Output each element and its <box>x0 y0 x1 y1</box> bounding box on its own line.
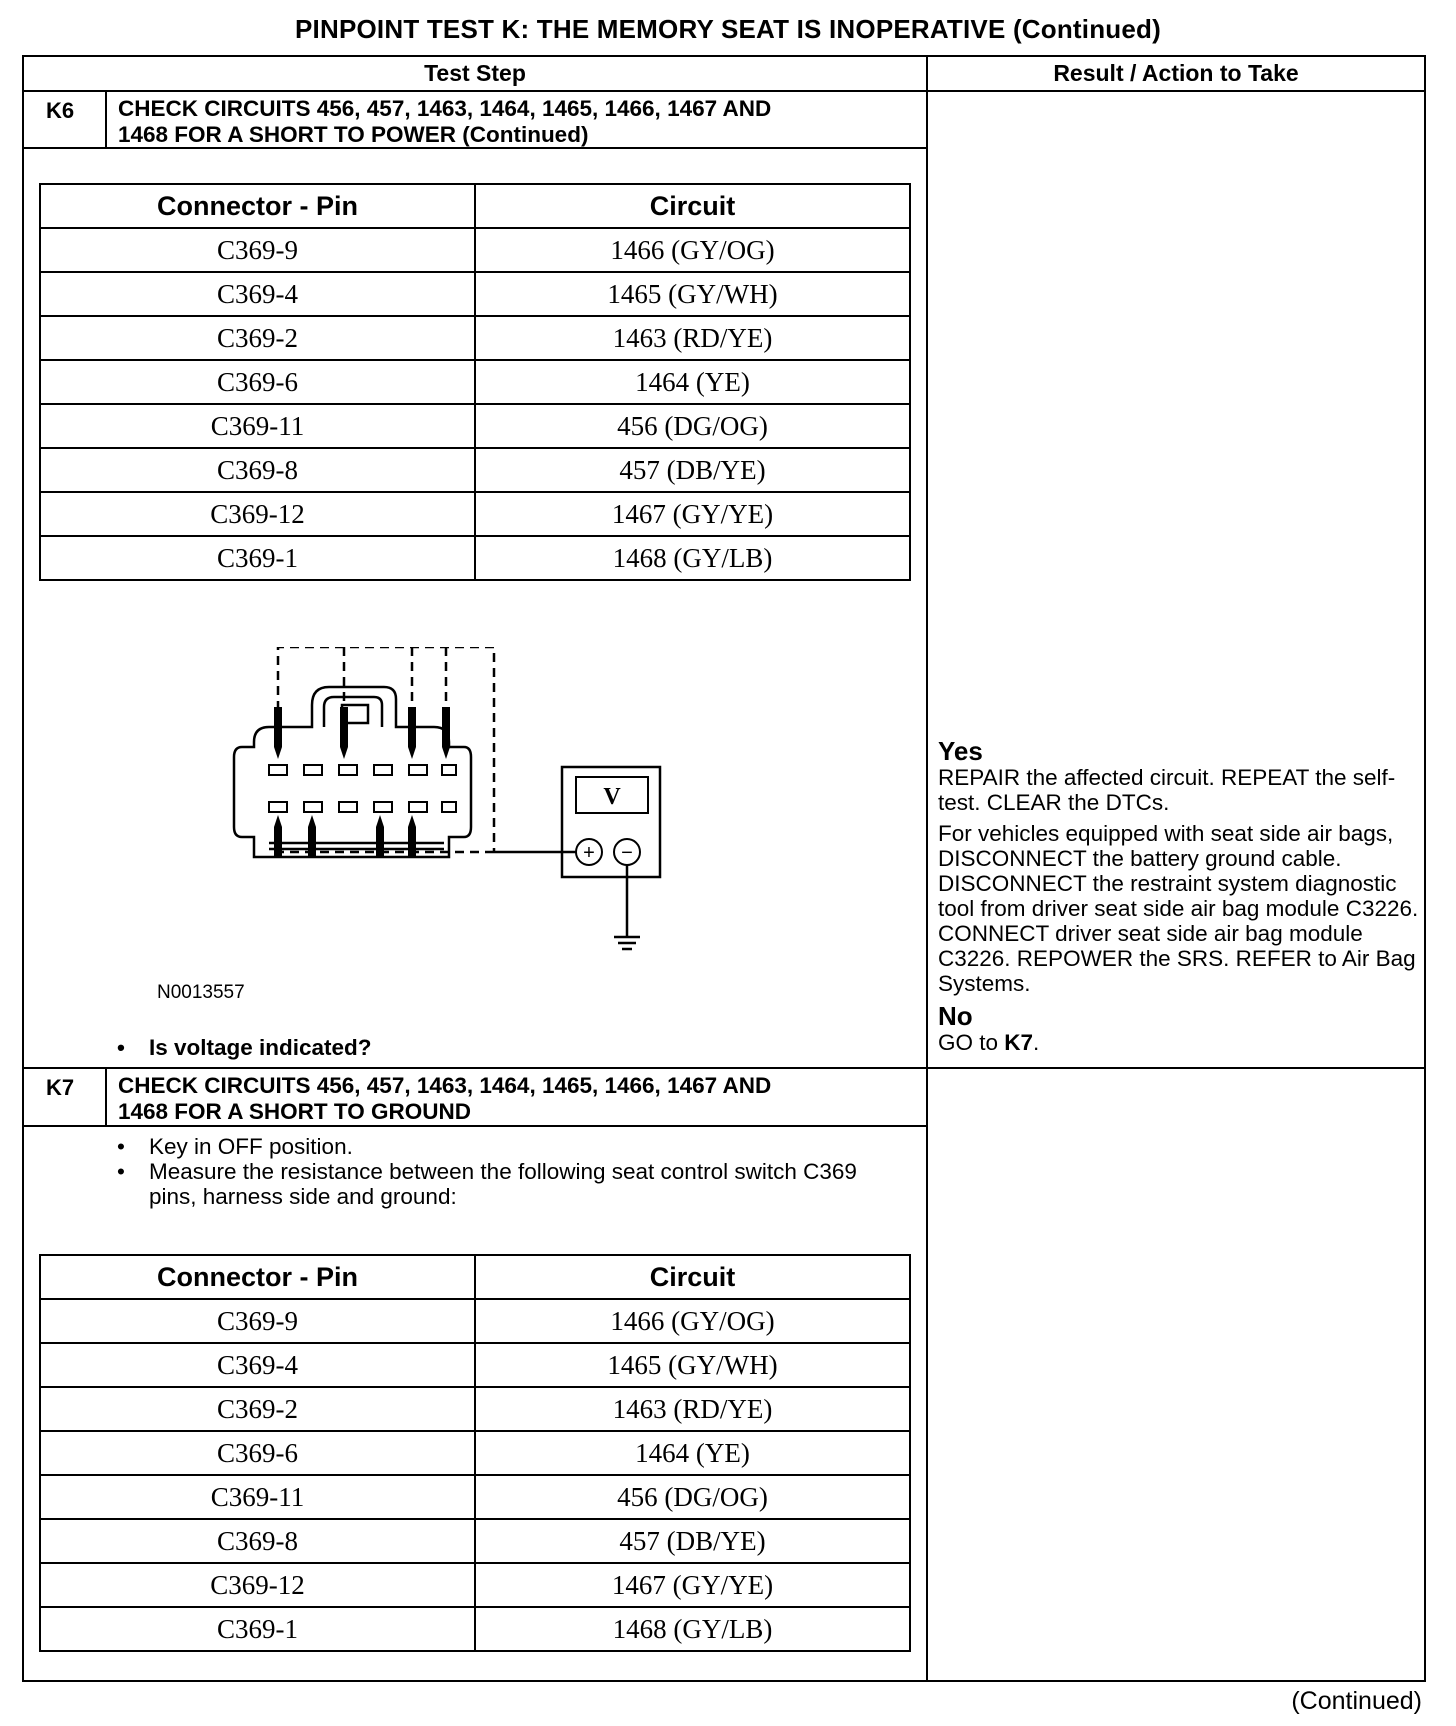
circuit-cell: 1463 (RD/YE) <box>475 316 910 360</box>
k7-step-title <box>118 1073 771 1125</box>
table-row <box>40 404 910 448</box>
meter-minus: − <box>621 842 633 864</box>
circuit-cell: 1464 (YE) <box>475 360 910 404</box>
connector-pin-cell: C369-12 <box>40 492 475 536</box>
circuit-cell: 1465 (GY/WH) <box>475 272 910 316</box>
k6-k7-divider <box>24 1067 1424 1069</box>
connector-pin-cell: C369-11 <box>40 404 475 448</box>
circuit-cell: 456 (DG/OG) <box>475 404 910 448</box>
column-header-test-step: Test Step <box>424 60 526 86</box>
k7-title-divider <box>24 1125 926 1127</box>
k6-question-list <box>114 1035 894 1060</box>
table-row <box>40 272 910 316</box>
circuit-cell: 1463 (RD/YE) <box>475 1387 910 1431</box>
circuit-cell: 1467 (GY/YE) <box>475 492 910 536</box>
k6-no-label: No <box>938 1001 973 1031</box>
circuit-cell: 1468 (GY/LB) <box>475 536 910 580</box>
table-row <box>40 1475 910 1519</box>
table-row <box>40 448 910 492</box>
table-header-connector-pin: Connector - Pin <box>40 1255 475 1299</box>
k6-yes-text-1: REPAIR the affected circuit. REPEAT the self-test. CLEAR the DTCs. <box>938 765 1396 815</box>
table-row <box>40 1387 910 1431</box>
table-row <box>40 1607 910 1651</box>
connector-pin-cell: C369-4 <box>40 1343 475 1387</box>
k7-instruction-1: • Key in OFF position. <box>114 1134 874 1159</box>
table-row <box>40 1299 910 1343</box>
voltmeter-icon <box>562 767 660 877</box>
meter-label: V <box>603 784 621 810</box>
k6-step-title <box>118 96 771 148</box>
meter-plus: + <box>583 842 595 864</box>
table-row <box>40 1431 910 1475</box>
probe-tips-icon <box>274 707 450 857</box>
k6-title-line2: 1468 FOR A SHORT TO POWER (Continued) <box>118 122 589 147</box>
table-header-circuit: Circuit <box>475 1255 910 1299</box>
k6-no-end: . <box>1033 1030 1040 1055</box>
circuit-cell: 456 (DG/OG) <box>475 1475 910 1519</box>
pin-slots-row1 <box>269 765 456 775</box>
connector-pin-cell: C369-9 <box>40 1299 475 1343</box>
table-row <box>40 536 910 580</box>
connector-pin-cell: C369-1 <box>40 1607 475 1651</box>
k7-connector-table <box>39 1254 911 1652</box>
connector-pin-cell: C369-11 <box>40 1475 475 1519</box>
k7-instruction-2: • Measure the resistance between the following seat control switch C369 pins, harness side and ground: <box>114 1159 874 1209</box>
k6-yes-label: Yes <box>938 736 983 766</box>
k7-instructions <box>114 1134 874 1209</box>
page-title: PINPOINT TEST K: THE MEMORY SEAT IS INOPERATIVE (Continued) <box>295 14 1161 44</box>
circuit-cell: 1465 (GY/WH) <box>475 1343 910 1387</box>
column-divider <box>926 57 928 1680</box>
k6-question: • Is voltage indicated? <box>114 1035 894 1060</box>
k6-no-text <box>938 1030 1420 1055</box>
circuit-cell: 1466 (GY/OG) <box>475 228 910 272</box>
k7-title-line1: CHECK CIRCUITS 456, 457, 1463, 1464, 1465, 1466, 1467 AND <box>118 1073 772 1098</box>
table-header-circuit: Circuit <box>475 184 910 228</box>
k6-connector-table <box>39 183 911 581</box>
table-row <box>40 228 910 272</box>
k7-step-id: K7 <box>46 1075 75 1100</box>
k7-title-line2: 1468 FOR A SHORT TO GROUND <box>118 1099 471 1124</box>
k6-yes-text-2: For vehicles equipped with seat side air bags, DISCONNECT the battery ground cable. DISCONNECT the restraint system diagnostic tool from driver seat side air bag module C3226. CONNECT driver seat side air bag module C3226. REPOWER the SRS. REFER to Air Bag Systems. <box>938 821 1419 996</box>
page-footer-continued: (Continued) <box>1291 1687 1422 1715</box>
connector-pin-cell: C369-2 <box>40 316 475 360</box>
table-row <box>40 1343 910 1387</box>
connector-pin-cell: C369-6 <box>40 360 475 404</box>
connector-pin-cell: C369-8 <box>40 448 475 492</box>
circuit-cell: 1464 (YE) <box>475 1431 910 1475</box>
table-row <box>40 1563 910 1607</box>
connector-pin-cell: C369-9 <box>40 228 475 272</box>
header-divider <box>24 90 1424 92</box>
test-table-frame <box>22 55 1426 1682</box>
connector-pin-cell: C369-4 <box>40 272 475 316</box>
k7-id-divider <box>105 1067 107 1125</box>
k6-title-line1: CHECK CIRCUITS 456, 457, 1463, 1464, 1465, 1466, 1467 AND <box>118 96 772 121</box>
figure-id: N0013557 <box>157 982 245 1003</box>
k6-id-divider <box>105 90 107 147</box>
k6-step-id: K6 <box>46 98 75 123</box>
connector-pin-cell: C369-2 <box>40 1387 475 1431</box>
table-row <box>40 492 910 536</box>
pin-slots-row2 <box>269 802 456 812</box>
circuit-cell: 457 (DB/YE) <box>475 448 910 492</box>
connector-pin-cell: C369-12 <box>40 1563 475 1607</box>
connector-pin-cell: C369-8 <box>40 1519 475 1563</box>
table-row <box>40 1519 910 1563</box>
k6-result <box>938 737 1420 1061</box>
connector-pin-cell: C369-6 <box>40 1431 475 1475</box>
circuit-cell: 1468 (GY/LB) <box>475 1607 910 1651</box>
connector-voltmeter-diagram <box>224 647 724 967</box>
table-row <box>40 316 910 360</box>
circuit-cell: 1467 (GY/YE) <box>475 1563 910 1607</box>
column-header-result: Result / Action to Take <box>1053 60 1299 86</box>
k6-no-go-to: GO to <box>938 1030 1005 1055</box>
circuit-cell: 1466 (GY/OG) <box>475 1299 910 1343</box>
k6-no-target-link[interactable]: K7 <box>1004 1030 1034 1055</box>
connector-pin-cell: C369-1 <box>40 536 475 580</box>
circuit-cell: 457 (DB/YE) <box>475 1519 910 1563</box>
table-row <box>40 360 910 404</box>
table-header-connector-pin: Connector - Pin <box>40 184 475 228</box>
